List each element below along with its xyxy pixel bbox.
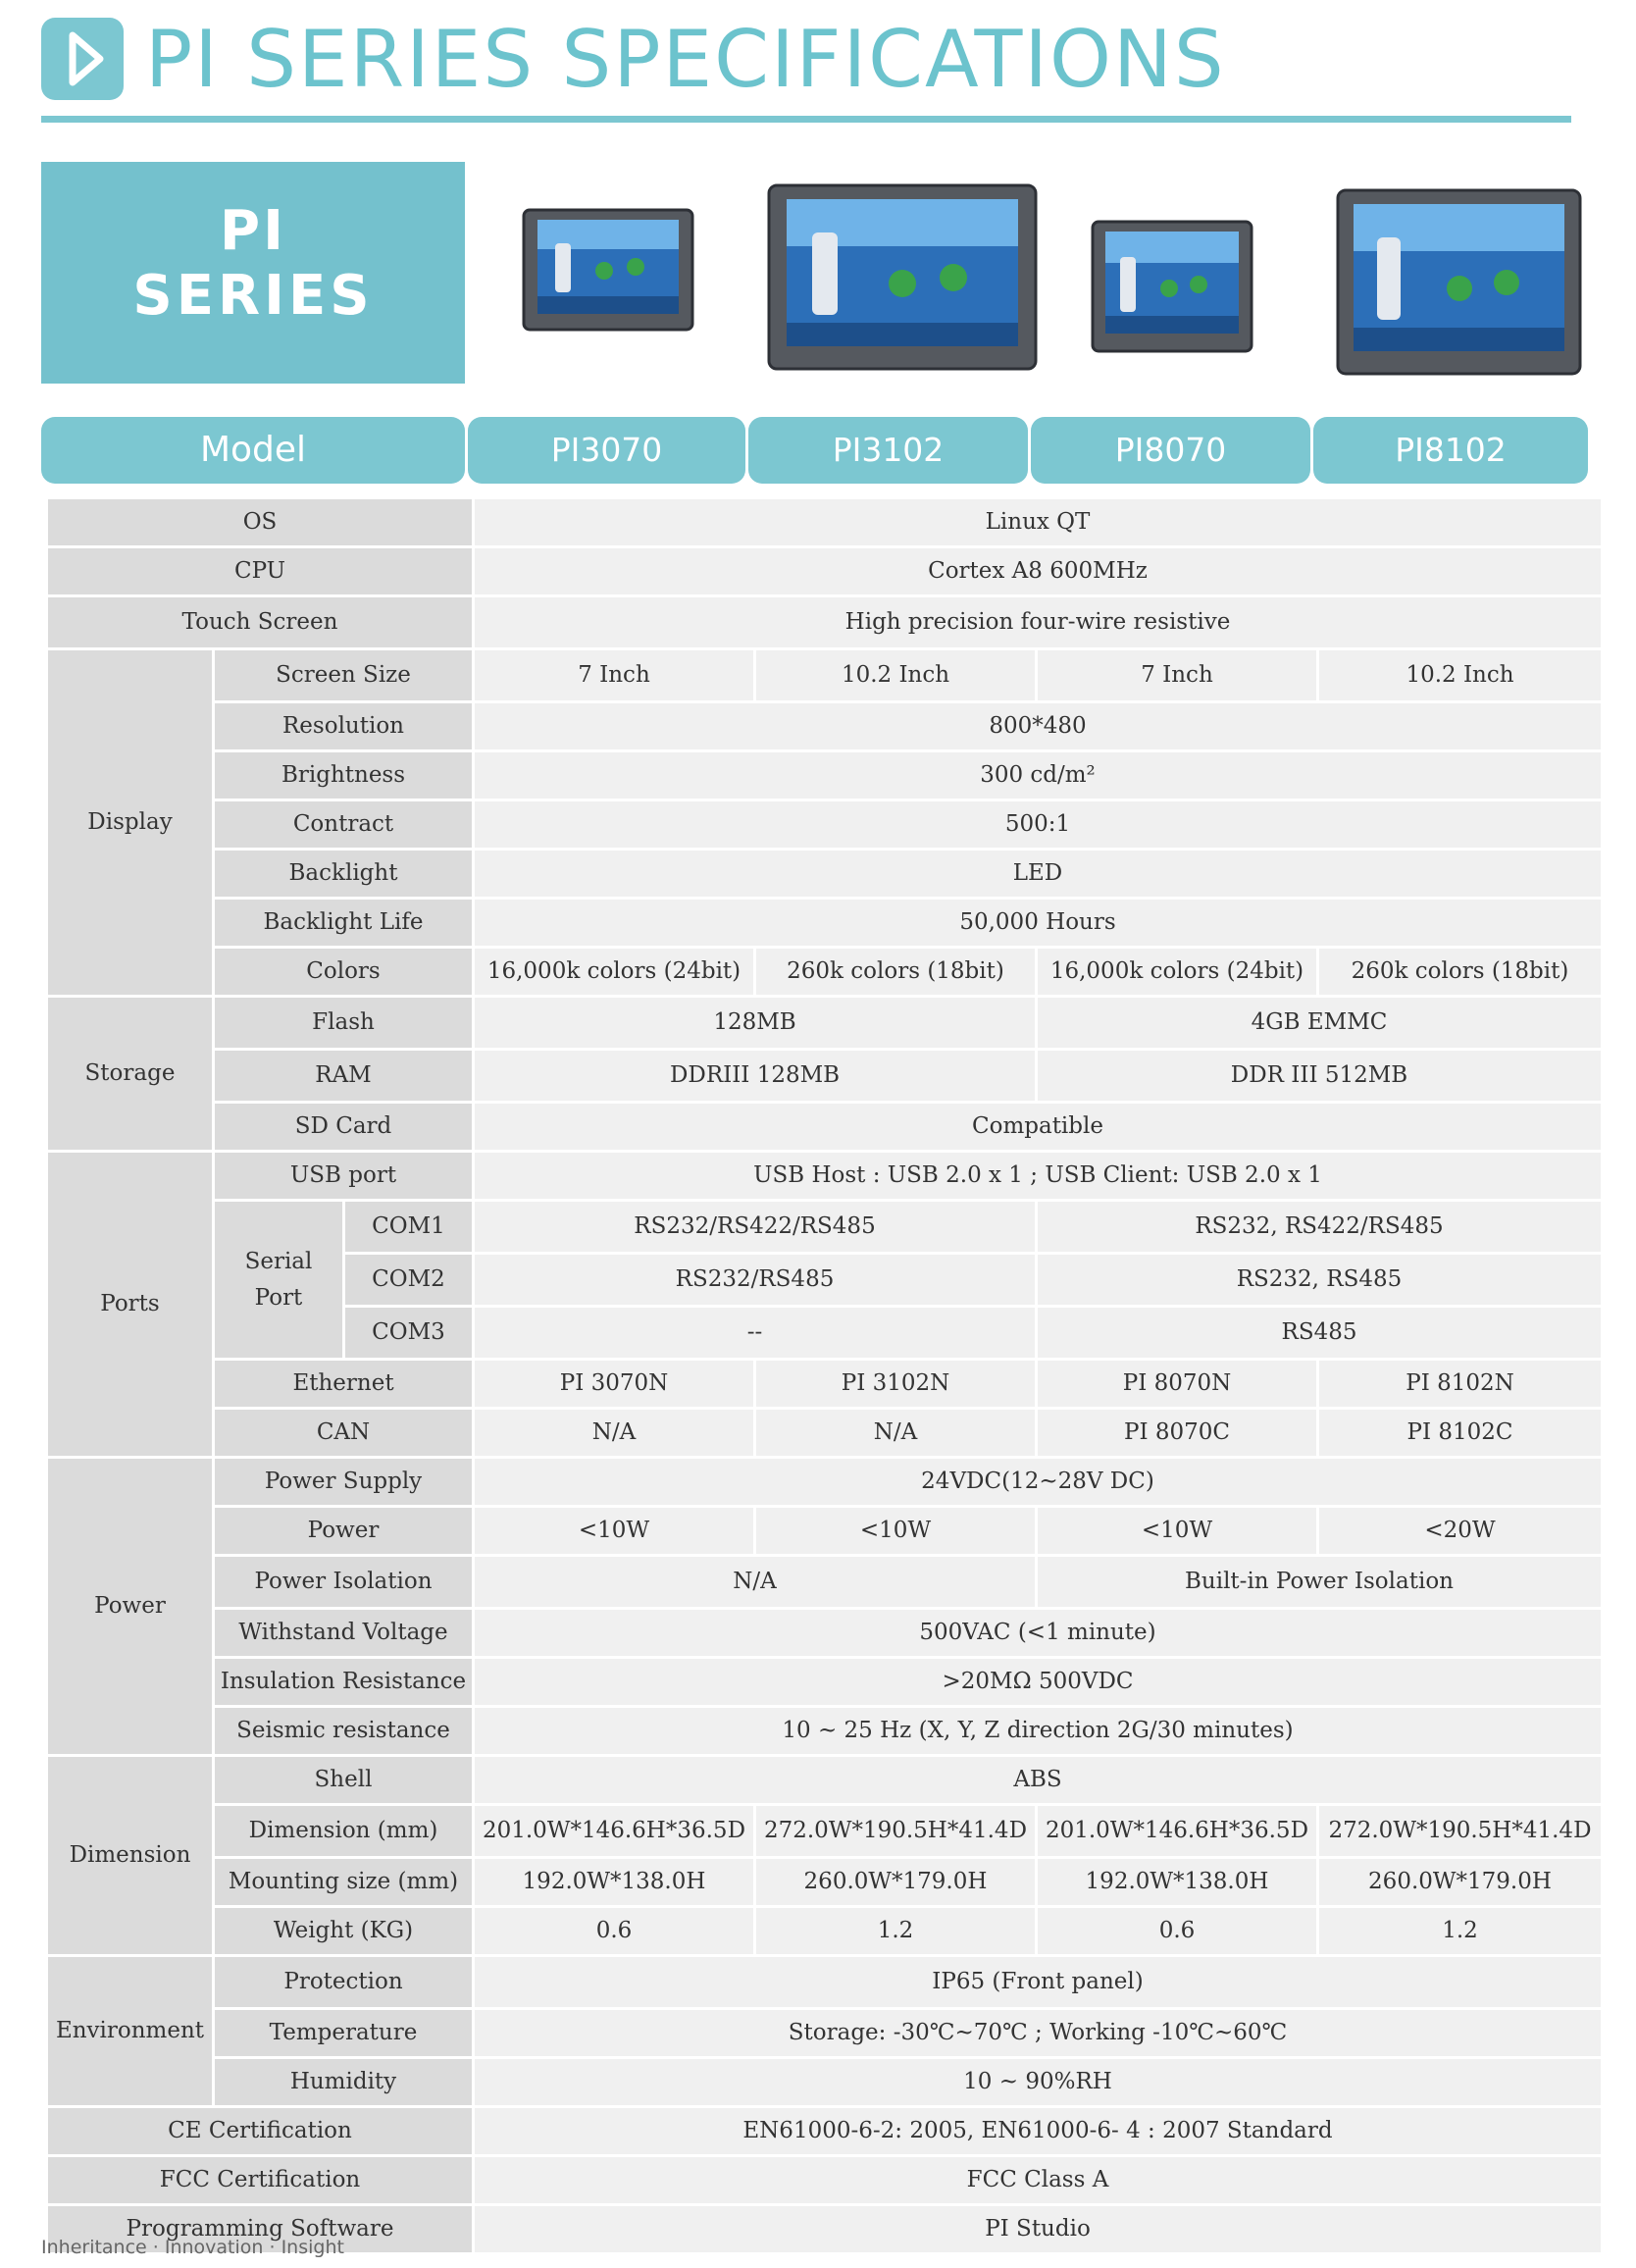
row-label-com3: COM3 <box>345 1308 472 1358</box>
product-photo-pi3102 <box>765 181 1040 373</box>
row-value-mounting-size-mm-2: 260.0W*179.0H <box>756 1859 1035 1905</box>
row-value-ram-2: DDR III 512MB <box>1038 1051 1601 1101</box>
row-label-touch-screen: Touch Screen <box>48 597 472 647</box>
row-value-colors-1: 16,000k colors (24bit) <box>475 949 753 995</box>
row-value-flash-2: 4GB EMMC <box>1038 998 1601 1048</box>
row-label-power-isolation: Power Isolation <box>215 1557 472 1607</box>
row-value-screen-size-1: 7 Inch <box>475 650 753 700</box>
row-value-can-3: PI 8070C <box>1038 1410 1316 1456</box>
row-value-screen-size-3: 7 Inch <box>1038 650 1316 700</box>
row-label-programming-software: Programming Software <box>48 2206 472 2252</box>
group-label-ports: Ports <box>48 1153 212 1456</box>
product-photo-pi3070 <box>520 206 696 334</box>
group-label-serial-port: Serial Port <box>215 1202 342 1358</box>
page-title: PI SERIES SPECIFICATIONS <box>145 14 1226 105</box>
row-value-ethernet-2: PI 3102N <box>756 1361 1035 1407</box>
row-label-power-supply: Power Supply <box>215 1459 472 1505</box>
row-value-power-supply: 24VDC(12~28V DC) <box>475 1459 1601 1505</box>
row-value-protection: IP65 (Front panel) <box>475 1957 1601 2007</box>
row-value-mounting-size-mm-1: 192.0W*138.0H <box>475 1859 753 1905</box>
row-label-contract: Contract <box>215 801 472 848</box>
series-badge <box>41 162 465 384</box>
row-label-fcc-certification: FCC Certification <box>48 2157 472 2203</box>
product-photo-pi8102 <box>1334 186 1584 378</box>
row-label-os: OS <box>48 499 472 545</box>
row-value-power-3: <10W <box>1038 1508 1316 1554</box>
row-label-seismic-resistance: Seismic resistance <box>215 1708 472 1754</box>
row-value-touch-screen: High precision four-wire resistive <box>475 597 1601 647</box>
row-value-com1-1: RS232/RS422/RS485 <box>475 1202 1035 1252</box>
row-value-resolution: 800*480 <box>475 703 1601 749</box>
row-label-shell: Shell <box>215 1757 472 1803</box>
row-label-humidity: Humidity <box>215 2059 472 2105</box>
play-arrow-icon <box>41 18 124 100</box>
model-pi3070: PI3070 <box>468 417 745 484</box>
row-label-ram: RAM <box>215 1051 472 1101</box>
row-label-usb-port: USB port <box>215 1153 472 1199</box>
row-value-cpu: Cortex A8 600MHz <box>475 548 1601 594</box>
row-value-shell: ABS <box>475 1757 1601 1803</box>
row-label-resolution: Resolution <box>215 703 472 749</box>
group-label-environment: Environment <box>48 1957 212 2105</box>
model-pi8102: PI8102 <box>1313 417 1588 484</box>
row-value-power-1: <10W <box>475 1508 753 1554</box>
row-value-com1-2: RS232, RS422/RS485 <box>1038 1202 1601 1252</box>
row-label-protection: Protection <box>215 1957 472 2007</box>
row-label-withstand-voltage: Withstand Voltage <box>215 1610 472 1656</box>
model-pi8070: PI8070 <box>1031 417 1310 484</box>
row-value-com2-2: RS232, RS485 <box>1038 1255 1601 1305</box>
row-value-ethernet-4: PI 8102N <box>1319 1361 1601 1407</box>
row-value-colors-2: 260k colors (18bit) <box>756 949 1035 995</box>
footer-tagline: Inheritance · Innovation · Insight <box>41 2237 344 2258</box>
row-value-seismic-resistance: 10 ~ 25 Hz (X, Y, Z direction 2G/30 minutes) <box>475 1708 1601 1754</box>
row-label-colors: Colors <box>215 949 472 995</box>
row-label-mounting-size-mm: Mounting size (mm) <box>215 1859 472 1905</box>
title-rule <box>41 116 1571 123</box>
row-value-weight-kg-3: 0.6 <box>1038 1908 1316 1954</box>
row-value-screen-size-4: 10.2 Inch <box>1319 650 1601 700</box>
row-value-mounting-size-mm-3: 192.0W*138.0H <box>1038 1859 1316 1905</box>
model-header: Model <box>41 417 465 484</box>
series-badge-line2: SERIES <box>132 264 374 328</box>
row-value-os: Linux QT <box>475 499 1601 545</box>
row-label-backlight: Backlight <box>215 850 472 897</box>
row-value-com3-1: -- <box>475 1308 1035 1358</box>
row-value-weight-kg-1: 0.6 <box>475 1908 753 1954</box>
row-label-dimension-mm: Dimension (mm) <box>215 1806 472 1856</box>
row-value-backlight: LED <box>475 850 1601 897</box>
product-photo-pi8070 <box>1089 218 1255 355</box>
row-value-brightness: 300 cd/m² <box>475 752 1601 799</box>
row-value-can-4: PI 8102C <box>1319 1410 1601 1456</box>
row-value-dimension-mm-4: 272.0W*190.5H*41.4D <box>1319 1806 1601 1856</box>
row-label-ethernet: Ethernet <box>215 1361 472 1407</box>
row-label-backlight-life: Backlight Life <box>215 900 472 946</box>
row-label-temperature: Temperature <box>215 2010 472 2056</box>
row-value-programming-software: PI Studio <box>475 2206 1601 2252</box>
row-value-usb-port: USB Host : USB 2.0 x 1 ; USB Client: USB 2.0 x 1 <box>475 1153 1601 1199</box>
row-value-mounting-size-mm-4: 260.0W*179.0H <box>1319 1859 1601 1905</box>
row-value-weight-kg-4: 1.2 <box>1319 1908 1601 1954</box>
row-value-com3-2: RS485 <box>1038 1308 1601 1358</box>
group-label-power: Power <box>48 1459 212 1754</box>
row-label-flash: Flash <box>215 998 472 1048</box>
row-label-sd-card: SD Card <box>215 1104 472 1150</box>
row-value-dimension-mm-1: 201.0W*146.6H*36.5D <box>475 1806 753 1856</box>
row-label-insulation-resistance: Insulation Resistance <box>215 1659 472 1705</box>
row-value-withstand-voltage: 500VAC (<1 minute) <box>475 1610 1601 1656</box>
row-value-colors-3: 16,000k colors (24bit) <box>1038 949 1316 995</box>
row-label-com2: COM2 <box>345 1255 472 1305</box>
row-value-weight-kg-2: 1.2 <box>756 1908 1035 1954</box>
row-label-can: CAN <box>215 1410 472 1456</box>
model-pi3102: PI3102 <box>748 417 1028 484</box>
row-value-ethernet-3: PI 8070N <box>1038 1361 1316 1407</box>
row-value-ce-certification: EN61000-6-2: 2005, EN61000-6- 4 : 2007 Standard <box>475 2108 1601 2154</box>
spec-table <box>48 499 1601 2242</box>
row-value-power-isolation-1: N/A <box>475 1557 1035 1607</box>
row-label-cpu: CPU <box>48 548 472 594</box>
group-label-display: Display <box>48 650 212 995</box>
row-value-ram-1: DDRIII 128MB <box>475 1051 1035 1101</box>
row-value-screen-size-2: 10.2 Inch <box>756 650 1035 700</box>
row-value-flash-1: 128MB <box>475 998 1035 1048</box>
row-value-colors-4: 260k colors (18bit) <box>1319 949 1601 995</box>
row-label-weight-kg: Weight (KG) <box>215 1908 472 1954</box>
row-value-backlight-life: 50,000 Hours <box>475 900 1601 946</box>
row-label-com1: COM1 <box>345 1202 472 1252</box>
row-value-temperature: Storage: -30℃~70℃ ; Working -10℃~60℃ <box>475 2010 1601 2056</box>
row-value-contract: 500:1 <box>475 801 1601 848</box>
row-label-power: Power <box>215 1508 472 1554</box>
row-value-sd-card: Compatible <box>475 1104 1601 1150</box>
row-value-fcc-certification: FCC Class A <box>475 2157 1601 2203</box>
row-value-dimension-mm-3: 201.0W*146.6H*36.5D <box>1038 1806 1316 1856</box>
row-value-power-4: <20W <box>1319 1508 1601 1554</box>
row-value-humidity: 10 ~ 90%RH <box>475 2059 1601 2105</box>
row-value-power-isolation-2: Built-in Power Isolation <box>1038 1557 1601 1607</box>
row-value-com2-1: RS232/RS485 <box>475 1255 1035 1305</box>
row-value-dimension-mm-2: 272.0W*190.5H*41.4D <box>756 1806 1035 1856</box>
row-label-ce-certification: CE Certification <box>48 2108 472 2154</box>
series-badge-line1: PI <box>220 199 286 263</box>
row-label-screen-size: Screen Size <box>215 650 472 700</box>
row-value-can-1: N/A <box>475 1410 753 1456</box>
row-value-ethernet-1: PI 3070N <box>475 1361 753 1407</box>
row-value-insulation-resistance: >20MΩ 500VDC <box>475 1659 1601 1705</box>
row-label-brightness: Brightness <box>215 752 472 799</box>
group-label-storage: Storage <box>48 998 212 1150</box>
row-value-power-2: <10W <box>756 1508 1035 1554</box>
group-label-dimension: Dimension <box>48 1757 212 1954</box>
row-value-can-2: N/A <box>756 1410 1035 1456</box>
